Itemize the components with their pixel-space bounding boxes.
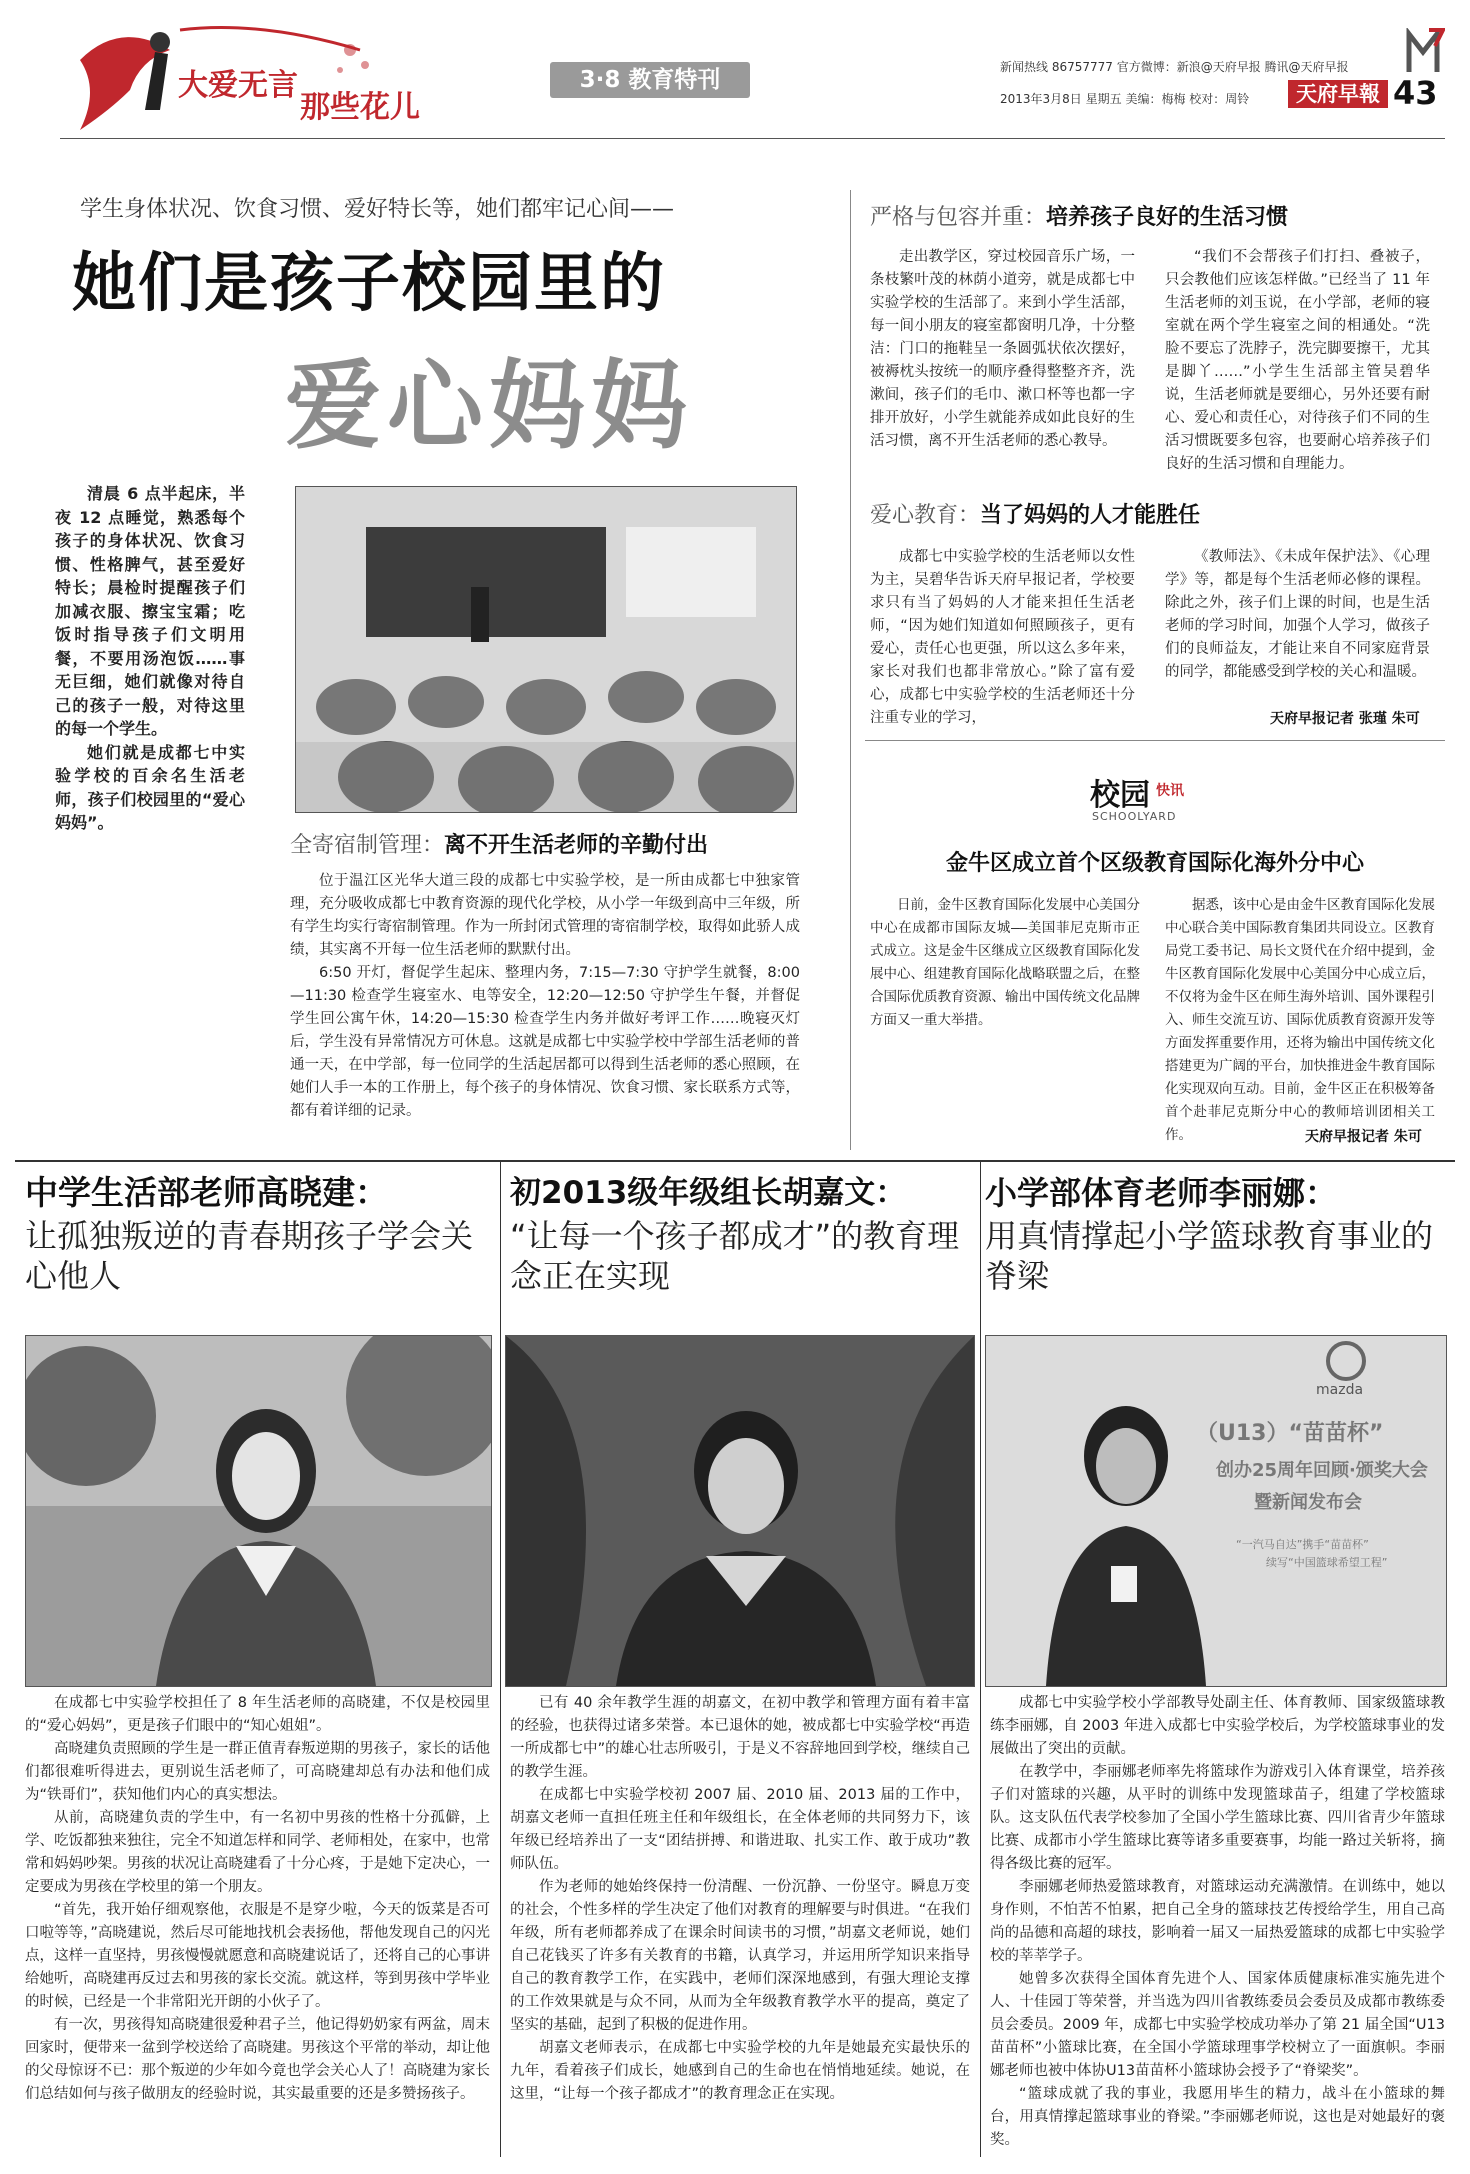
photo-banner-4: “一汽马自达”携手“苗苗杯” [1236, 1538, 1369, 1551]
campus-news-p1: 日前，金牛区教育国际化发展中心美国分中心在成都市国际友城——美国菲尼克斯市正式成立。这是金牛区继成立区级教育国际化发展中心、组建教育国际化战略联盟之后，在整合国际优质教育资源、输出中国传统文化品牌方面又一重大举措。 [870, 897, 1140, 1028]
paper-name: 天府早報 [1288, 80, 1388, 108]
masthead-meta-1: 新闻热线 86757777 官方微博：新浪@天府早报 腾讯@天府早报 [1000, 60, 1349, 74]
profile-2-p1: 已有 40 余年教学生涯的胡嘉文，在初中教学和管理方面有着丰富的经验，也获得过诸多荣誉。本已退休的她，被成都七中实验学校“再造一所成都七中”的雄心壮志所吸引，于是义不容辞地回到学校，继续自己的教学生涯。 [510, 1695, 970, 1780]
section2-p1: 走出教学区，穿过校园音乐广场，一条枝繁叶茂的林荫小道旁，就是成都七中实验学校的生活部了。来到小学生活部，每一间小朋友的寝室都窗明几净，十分整洁：门口的拖鞋呈一条圆弧状依次摆好，被褥枕头按统一的顺序叠得整整齐齐，洗漱间，孩子们的毛巾、漱口杯等也都一字排开放好，小学生就能养成如此良好的生活习惯，离不开生活老师的悉心教导。 [870, 249, 1135, 449]
profile-3-p2: 在教学中，李丽娜老师率先将篮球作为游戏引入体育课堂，培养孩子们对篮球的兴趣，从平时的训练中发现篮球苗子，组建了学校篮球队。这支队伍代表学校参加了全国小学生篮球比赛、四川省青少年篮球比赛、成都市小学生篮球比赛等诸多重要赛事，均能一路过关斩将，摘得各级比赛的冠军。 [990, 1764, 1445, 1872]
profile-3-head1: 小学部体育老师李丽娜： [985, 1174, 1338, 1212]
feature-headline-2: 爱心妈妈 [285, 350, 693, 462]
profiles-top-rule [15, 1160, 1455, 1162]
profile-3-p1: 成都七中实验学校小学部教导处副主任、体育教师、国家级篮球教练李丽娜，自 2003 年进入成都七中实验学校后，为学校篮球事业的发展做出了突出的贡献。 [990, 1695, 1445, 1757]
profile-3-photo [985, 1335, 1447, 1687]
masthead [0, 0, 1470, 150]
profile-divider-1 [500, 1162, 501, 2157]
section1-head-light: 全寄宿制管理： [290, 833, 445, 858]
photo-banner-3: 暨新闻发布会 [1254, 1492, 1362, 1513]
campus-news-p2: 据悉，该中心是由金牛区教育国际化发展中心联合美中国际教育集团共同设立。区教育局党工委书记、局长文贤代在介绍中提到，金牛区教育国际化发展中心美国分中心成立后，不仅将为金牛区在师生海外培训、国外课程引入、师生交流互访、国际优质教育资源开发等方面发挥重要作用，还将为输出中国传统文化搭建更为广阔的平台，加快推进金牛教育国际化实现双向互动。目前，金牛区正在积极筹备首个赴菲尼克斯分中心的教师培训团相关工作。 [1165, 897, 1435, 1143]
feature-headline-1: 她们是孩子校园里的 [72, 247, 666, 321]
profile-2-head2: “让每一个孩子都成才”的教育理念正在实现 [510, 1217, 960, 1295]
section1-head-bold: 离不开生活老师的辛勤付出 [444, 833, 709, 858]
profile-1-p2: 高晓建负责照顾的学生是一群正值青春叛逆期的男孩子，家长的话他们都很难听得进去，更别说生活老师了，可高晓建却总有办法和他们成为“铁哥们”，获知他们内心的真实想法。 [25, 1741, 490, 1803]
section3-p1: 成都七中实验学校的生活老师以女性为主，吴碧华告诉天府早报记者，学校要求只有当了妈妈的人才能来担任生活老师，“因为她们知道如何照顾孩子，更有爱心，责任心也更强，所以这么多年来，家长对我们也都非常放心。”除了富有爱心，成都七中实验学校的生活老师还十分注重专业的学习， [870, 549, 1135, 726]
profile-2-photo [505, 1335, 975, 1687]
section2-head-bold: 培养孩子良好的生活习惯 [1046, 205, 1289, 230]
campus-news-badge [1090, 770, 1240, 830]
profile-1-photo [25, 1335, 492, 1687]
campus-news-badge-small: 快讯 [1156, 783, 1184, 799]
section3-col2 [1165, 546, 1430, 684]
section3-head-light: 爱心教育： [870, 503, 981, 528]
profile-3 [985, 1170, 1450, 1296]
profile-1-head1: 中学生活部老师高晓建： [25, 1173, 388, 1212]
campus-news-title: 金牛区成立首个区级教育国际化海外分中心 [945, 851, 1364, 876]
feature-byline: 天府早报记者 张瑾 朱可 [1270, 711, 1420, 727]
masthead-rule [60, 138, 1445, 139]
profile-1 [25, 1170, 495, 1296]
feature-lead-p1: 清晨 6 点半起床，半夜 12 点睡觉，熟悉每个孩子的身体状况、饮食习惯、性格脾气，甚至爱好特长；晨检时提醒孩子们加减衣服、擦宝宝霜；吃饭时指导孩子们文明用餐，不要用汤泡饭……事无巨细，她们就像对待自己的孩子一般，对待这里的每一个学生。 [55, 484, 245, 738]
profile-1-p4: “首先，我开始仔细观察他，衣服是不是穿少啦，今天的饭菜是否可口啦等等，”高晓建说，然后尽可能地找机会表扬他，帮他发现自己的闪光点，这样一直坚持，男孩慢慢就愿意和高晓建说话了，还将自己的心事讲给她听，高晓建再反过去和男孩的家长交流。就这样，等到男孩中学毕业的时候，已经是一个非常阳光开朗的小伙子了。 [25, 1902, 490, 2010]
m7-logo-icon [1405, 28, 1445, 74]
photo-banner-5: 续写“中国篮球希望工程” [1266, 1556, 1388, 1569]
section1-body [290, 870, 800, 1123]
profile-3-body [990, 1692, 1445, 2152]
profile-1-p1: 在成都七中实验学校担任了 8 年生活老师的高晓建，不仅是校园里的“爱心妈妈”，更是孩子们眼中的“知心姐姐”。 [25, 1695, 490, 1734]
section1-p2: 6:50 开灯，督促学生起床、整理内务，7:15—7:30 守护学生就餐，8:00—11:30 检查学生寝室水、电等安全，12:20—12:50 守护学生午餐，并督促学生回公寓午休，14:20—15:30 检查学生内务并做好考评工作……晚寝灭灯后，学生没有异常情况方可休息。这就是成都七中实验学校中学部生活老师的普通一天，在中学部，每一位同学的生活起居都可以得到生活老师的悉心照顾，在她们人手一本的工作册上，每个孩子的身体情况、饮食习惯、家长联系方式等，都有着详细的记录。 [290, 965, 800, 1119]
campus-news-col2 [1165, 894, 1435, 1147]
profile-2-head1: 初2013级年级组长胡嘉文： [510, 1175, 907, 1211]
profile-3-p4: 她曾多次获得全国体育先进个人、国家体质健康标准实施先进个人、十佳园丁等荣誉，并当选为四川省教练委员会委员及成都市教练委员会委员。2009 年，成都七中实验学校成功举办了第 21 届全国“U13 苗苗杯”小篮球比赛，在全国小学篮球理事学校树立了一面旗帜。李丽娜老师也被中体协U13苗苗杯小篮球协会授予了“脊梁奖”。 [990, 1971, 1445, 2079]
photo-logo-text: mazda [1316, 1382, 1364, 1398]
section2-col2 [1165, 246, 1430, 476]
logo-text-2: 那些花儿 [300, 90, 420, 125]
profile-1-p5: 有一次，男孩得知高晓建很爱种君子兰，他记得奶奶家有两盆，周末回家时，便带来一盆到学校送给了高晓建。男孩这个平常的举动，却让他的父母惊讶不已：那个叛逆的少年如今竟也学会关心人了！高晓建为家长们总结如何与孩子做朋友的经验时说，其实最重要的还是多赞扬孩子。 [25, 2017, 490, 2102]
section-tag: 3·8 教育特刊 [550, 62, 750, 98]
profile-2-p3: 作为老师的她始终保持一份清醒、一份沉静、一份坚守。瞬息万变的社会，个性多样的学生决定了他们对教育的理解要与时俱进。“在我们年级，所有老师都养成了在课余时间读书的习惯，”胡嘉文老师说，她们自己花钱买了许多有关教育的书籍，认真学习，并运用所学知识来指导自己的教育教学工作，在实践中，老师们深深地感到，有强大理论支撑的工作效果就是与众不同，从而为全年级教育教学水平的提高，奠定了坚实的基础，起到了积极的促进作用。 [510, 1879, 970, 2033]
profile-2-body [510, 1692, 970, 2106]
photo-banner-2: 创办25周年回顾·颁奖大会 [1216, 1460, 1428, 1481]
campus-news-badge-cn: 校园 [1090, 778, 1150, 813]
profile-1-p3: 从前，高晓建负责的学生中，有一名初中男孩的性格十分孤僻，上学、吃饭都独来独往，完全不知道怎样和同学、老师相处，在家中，也常常和妈妈吵架。男孩的状况让高晓建看了十分心疼，于是她下定决心，一定要成为男孩在学校里的第一个朋友。 [25, 1810, 490, 1895]
profile-1-head2: 让孤独叛逆的青春期孩子学会关心他人 [25, 1217, 474, 1295]
section3-head-bold: 当了妈妈的人才能胜任 [980, 503, 1201, 528]
section3-col1 [870, 546, 1135, 730]
campus-news-badge-en: SCHOOLYARD [1092, 810, 1177, 823]
section1-head [290, 828, 708, 859]
profile-3-p5: “篮球成就了我的事业，我愿用毕生的精力，战斗在小篮球的舞台，用真情撑起篮球事业的脊梁。”李丽娜老师说，这也是对她最好的褒奖。 [990, 2086, 1445, 2148]
section1-p1: 位于温江区光华大道三段的成都七中实验学校，是一所由成都七中独家管理，充分吸收成都七中教育资源的现代化学校，从小学一年级到高中三年级，所有学生均实行寄宿制管理。作为一所封闭式管理的寄宿制学校，取得如此骄人成绩，其实离不开每一位生活老师的默默付出。 [290, 873, 800, 958]
campus-news-col1 [870, 894, 1140, 1032]
campus-news-byline: 天府早报记者 朱可 [1305, 1129, 1422, 1145]
section3-p2: 《教师法》、《未成年保护法》、《心理学》等，都是每个生活老师必修的课程。除此之外，孩子们上课的时间，也是生活老师的学习时间，加强个人学习，做孩子们的良师益友，才能让来自不同家庭背景的同学，都能感受到学校的关心和温暖。 [1165, 549, 1430, 680]
feature-lead-p2: 她们就是成都七中实验学校的百余名生活老师，孩子们校园里的“爱心妈妈”。 [55, 742, 245, 832]
campus-news-top-rule [865, 740, 1445, 741]
photo-banner-1: （U13）“苗苗杯” [1196, 1421, 1384, 1446]
section2-p2: “我们不会帮孩子们打扫、叠被子，只会教他们应该怎样做。”已经当了 11 年生活老师的刘玉说，在小学部，老师的寝室就在两个学生寝室之间的相通处。“洗脸不要忘了洗脖子，洗完脚要擦干，尤其是脚丫……”小学生生活部主管吴碧华说，生活老师就是要细心，另外还要有耐心、爱心和责任心，对待孩子们不同的生活习惯既要多包容，也要耐心培养孩子们良好的生活习惯和自理能力。 [1165, 249, 1430, 472]
profile-2-p2: 在成都七中实验学校初 2007 届、2010 届、2013 届的工作中，胡嘉文老师一直担任班主任和年级组长，在全体老师的共同努力下，该年级已经培养出了一支“团结拼搏、和谐进取、扎实工作、敢于成功”教师队伍。 [510, 1787, 970, 1872]
profile-2-p4: 胡嘉文老师表示，在成都七中实验学校的九年是她最充实最快乐的九年，看着孩子们成长，她感到自己的生命也在悄悄地延续。她说，在这里，“让每一个孩子都成才”的教育理念正在实现。 [510, 2040, 970, 2102]
profile-3-p3: 李丽娜老师热爱篮球教育，对篮球运动充满激情。在训练中，她以身作则，不怕苦不怕累，把自己全身的篮球技艺传授给学生，用自己高尚的品德和高超的球技，影响着一届又一届热爱篮球的成都七中实验学校的莘莘学子。 [990, 1879, 1445, 1964]
section2-head-light: 严格与包容并重： [870, 205, 1047, 230]
profile-1-body [25, 1692, 490, 2106]
section2-head [870, 200, 1288, 231]
logo-text-1: 大爱无言 [178, 68, 298, 103]
section3-head [870, 498, 1200, 529]
page-number: 43 [1393, 74, 1438, 112]
classroom-photo [295, 486, 797, 813]
masthead-meta-2: 2013年3月8日 星期五 美编：梅梅 校对：周铃 [1000, 92, 1250, 106]
profile-divider-2 [980, 1162, 981, 2157]
section2-col1 [870, 246, 1135, 453]
profile-3-head2: 用真情撑起小学篮球教育事业的脊梁 [985, 1217, 1434, 1295]
column-divider-top [850, 190, 851, 1150]
profile-2 [510, 1170, 975, 1296]
feature-lead [55, 482, 245, 835]
feature-kicker: 学生身体状况、饮食习惯、爱好特长等，她们都牢记心间—— [80, 197, 675, 222]
